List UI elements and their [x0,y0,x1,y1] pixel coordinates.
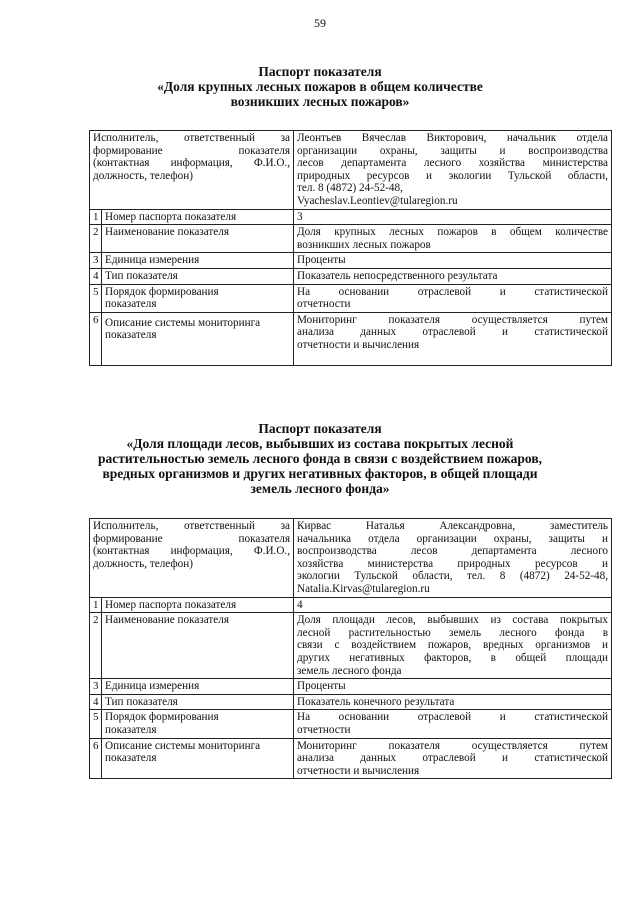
row-label [102,738,294,779]
row-label-line: показателя [105,329,157,342]
row-value [294,268,612,284]
row-value [294,284,612,312]
row-number: 1 [90,597,102,613]
row-label-line: Номер паспорта показателя [105,598,237,611]
row-label [102,225,294,253]
executor-value-line: экологии Тульской области, тел. 8 (4872) 24-52-48, [297,570,609,583]
executor-value-line: Кирвас Наталья Александровна, заместитель [297,520,609,532]
row-value-line: отчетности и вычисления [297,338,420,351]
executor-value-line: организации охраны, защиты и воспроизводства [297,144,609,157]
row-label-line: Наименование показателя [105,614,229,627]
passport-2-subtitle-line: вредных организмов и других негативных факторов, в общей площади [102,466,538,481]
row-label [102,597,294,613]
table-row [90,268,612,284]
passport-2-subtitle-line: «Доля площади лесов, выбывших из состава покрытых лесной [126,436,514,451]
executor-label-line: Исполнитель, ответственный за [93,132,291,144]
row-number: 2 [90,225,102,253]
row-value-line: отчетности [297,298,351,311]
row-label [102,613,294,679]
row-label-line: показателя [105,298,157,311]
table-row [90,209,612,225]
row-number: 4 [90,694,102,710]
table-row [90,613,612,679]
executor-label-line: (контактная информация, Ф.И.О., [93,157,291,170]
executor-value-line: начальника отдела организации охраны, защиты и [297,532,609,545]
executor-value-line: Леонтьев Вячеслав Викторович, начальник отдела [297,132,609,144]
row-value [294,738,612,779]
row-label [102,209,294,225]
table-row [90,694,612,710]
row-number: 4 [90,268,102,284]
executor-label-line: должность, телефон) [93,169,193,182]
row-number: 5 [90,284,102,312]
row-label-line: Описание системы мониторинга [105,739,261,752]
passport-2-subtitle-line: растительностью земель лесного фонда в связи с воздействием пожаров, [98,451,542,466]
executor-value-line: природных ресурсов и экологии Тульской области, [297,169,609,182]
executor-row [90,131,612,210]
row-value-line: земель лесного фонда [297,664,402,677]
executor-value-line: тел. 8 (4872) 24-52-48, [297,182,403,195]
row-value-line: связи с воздействием пожаров, вредных организмов и [297,639,609,652]
row-value-line: 4 [297,598,303,611]
passport-2-heading: Паспорт показателя [258,421,382,436]
row-value [294,613,612,679]
executor-value-line: хозяйства министерства природных ресурсов и [297,557,609,570]
row-value-line: На основании отраслевой и статистической [297,711,609,724]
row-label-line: Единица измерения [105,680,200,693]
executor-value-line: Vyacheslav.Leontiev@tularegion.ru [297,194,458,207]
passport-2-table [89,518,612,779]
row-value [294,597,612,613]
passport-1-heading: Паспорт показателя [258,64,382,79]
row-value [294,253,612,269]
executor-label-line: формирование показателя [93,144,291,157]
row-label-line: Номер паспорта показателя [105,210,237,223]
executor-row [90,519,612,598]
passport-1-subtitle-line: «Доля крупных лесных пожаров в общем количестве [157,79,483,94]
row-value-line: лесной растительностью земель лесного фонда в [297,626,609,639]
row-value-line: На основании отраслевой и статистической [297,285,609,298]
row-number: 2 [90,613,102,679]
row-label-line: показателя [105,723,157,736]
executor-label-line: (контактная информация, Ф.И.О., [93,545,291,558]
row-label-line: Описание системы мониторинга [105,316,261,329]
executor-label-line: формирование показателя [93,532,291,545]
row-value-line: Мониторинг показателя осуществляется путем [297,313,609,326]
row-value-line: анализа данных отраслевой и статистической [297,326,609,339]
row-value-line: Показатель конечного результата [297,695,455,708]
passport-1-subtitle-line: возникших лесных пожаров» [230,94,410,109]
executor-label-line: должность, телефон) [93,557,193,570]
row-value [294,225,612,253]
row-number: 3 [90,679,102,695]
table-row [90,253,612,269]
executor-value [294,519,612,598]
table-row [90,710,612,738]
row-value-line: анализа данных отраслевой и статистической [297,752,609,765]
row-value [294,209,612,225]
row-value [294,679,612,695]
row-value-spacer [297,352,608,365]
executor-value [294,131,612,210]
row-number: 3 [90,253,102,269]
row-label [102,268,294,284]
row-label [102,284,294,312]
executor-value-line: Natalia.Kirvas@tularegion.ru [297,582,430,595]
row-value-line: Проценты [297,680,346,693]
row-value-line: Доля площади лесов, выбывших из состава покрытых [297,614,609,627]
row-value-line: отчетности и вычисления [297,764,420,777]
row-label [102,710,294,738]
row-value-line: возникших лесных пожаров [297,238,431,251]
row-value-line: других негативных факторов, в общей площади [297,651,609,664]
row-number: 6 [90,738,102,779]
table-row [90,597,612,613]
row-value [294,710,612,738]
row-number: 5 [90,710,102,738]
row-label-line: Наименование показателя [105,226,229,239]
passport-2-subtitle-line: земель лесного фонда» [250,481,390,496]
row-value-line: Мониторинг показателя осуществляется путем [297,739,609,752]
row-value-line: отчетности [297,723,351,736]
row-label [102,694,294,710]
table-row [90,312,612,365]
passport-1-table [89,130,612,366]
table-row [90,679,612,695]
row-value-line: 3 [297,210,303,223]
row-label-line: показателя [105,752,157,765]
table-row [90,738,612,779]
row-number: 6 [90,312,102,365]
page-number: 59 [314,16,326,30]
executor-value-line: воспроизводства лесов департамента лесного [297,545,609,558]
row-label-line: Тип показателя [105,269,178,282]
executor-label [90,519,294,598]
passport-2-title [0,421,640,496]
row-value [294,694,612,710]
passport-1-title [0,64,640,109]
row-value-line: Проценты [297,254,346,267]
executor-value-line: лесов департамента лесного хозяйства министерства [297,157,609,170]
row-label-line: Единица измерения [105,254,200,267]
executor-label [90,131,294,210]
row-label-line: Порядок формирования [105,285,219,298]
row-label [102,679,294,695]
row-value-line: Показатель непосредственного результата [297,269,498,282]
row-value-line: Доля крупных лесных пожаров в общем количестве [297,226,609,239]
table-row [90,284,612,312]
row-label [102,253,294,269]
executor-label-line: Исполнитель, ответственный за [93,520,291,532]
table-row [90,225,612,253]
row-label [102,312,294,365]
row-value [294,312,612,365]
row-label-line: Тип показателя [105,695,178,708]
row-number: 1 [90,209,102,225]
row-label-line: Порядок формирования [105,711,219,724]
